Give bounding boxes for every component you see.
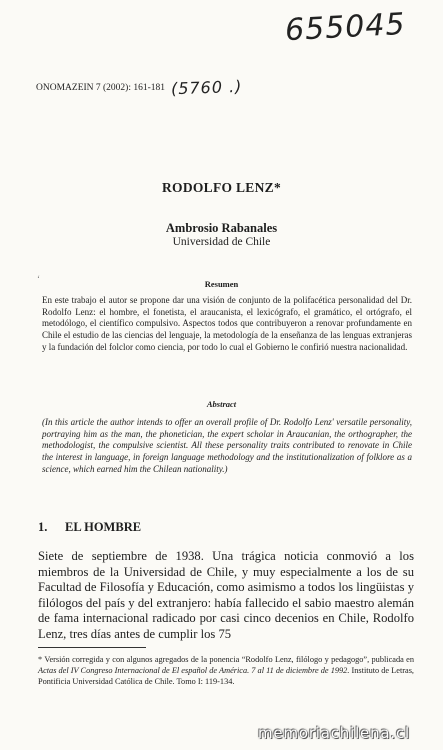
handwritten-catalog-number: 655045 (284, 6, 407, 49)
margin-mark: ‘ (37, 274, 40, 284)
body-paragraph: Siete de septiembre de 1938. Una trágica noticia conmovió a los miembros de la Universidad de Chile, y muy especialmente a los de su Facultad de Filosofía y Educación, como asimismo a todos los lingüistas y filólogos del país y del extranjero: había fallecido el sabio maestro alemán de fama internacional radicado por casi cinco decenios en Chile, Rodolfo Lenz, tres días antes de cumplir los 75 (38, 549, 414, 641)
watermark: memoriachilena.cl (258, 724, 410, 742)
author-name: Ambrosio Rabanales (165, 221, 278, 235)
section-number: 1. (38, 520, 48, 534)
resumen-text: En este trabajo el autor se propone dar una visión de conjunto de la polifacética personalidad del Dr. Rodolfo Lenz: el hombre, el fonetista, el araucanista, el lexicógrafo, el gramático, el ortógrafo, el metodólogo, el científico compulsivo. Aspectos todos que contribuyeron a renovar profundamente en Chile el estudio de las ciencias del lenguaje, la metodología de la enseñanza de las lenguas extranjeras y la fundación del folclor como ciencia, por todo lo cual el Gobierno le confirió nuestra nacionalidad. (42, 295, 412, 352)
abstract-heading: Abstract (206, 399, 237, 409)
abstract-text: (In this article the author intends to offer an overall profile of Dr. Rodolfo Lenz' versatile personality, portraying him as the man, the phonetician, the expert scholar in Araucanian, the orthographer, the methodologist, the compulsive scientist. All these personality traits contributed to renovate in Chile the interest in language, in foreign language methodology and the institutionalization of folklore as a science, which earned him the Chilean nationality.) (42, 417, 412, 474)
footnote-divider (38, 647, 146, 648)
section-title: EL HOMBRE (65, 520, 142, 534)
footnote-text-part1: Versión corregida y con algunos agregados de la ponencia “Rodolfo Lenz, filólogo y pedagogo”, publicada en (42, 655, 414, 664)
footnote-marker: * (38, 655, 43, 664)
journal-reference: ONOMAZEIN 7 (2002): 161-181 (36, 83, 166, 93)
footnote-italic-citation: Actas del IV Congreso Internacional de El español de América. 7 al 11 de diciembre de 1992. (38, 666, 350, 676)
author-affiliation: Universidad de Chile (172, 236, 271, 248)
article-title: RODOLFO LENZ* (161, 180, 282, 195)
section-heading (38, 520, 141, 535)
footnote (38, 654, 414, 688)
footnote-text-part2: Instituto de Letras, Pontificia Universidad Católica de Chile. Tomo I: 119-134. (38, 666, 415, 687)
handwritten-note: (5760 .) (170, 76, 243, 99)
resumen-heading: Resumen (204, 279, 239, 289)
